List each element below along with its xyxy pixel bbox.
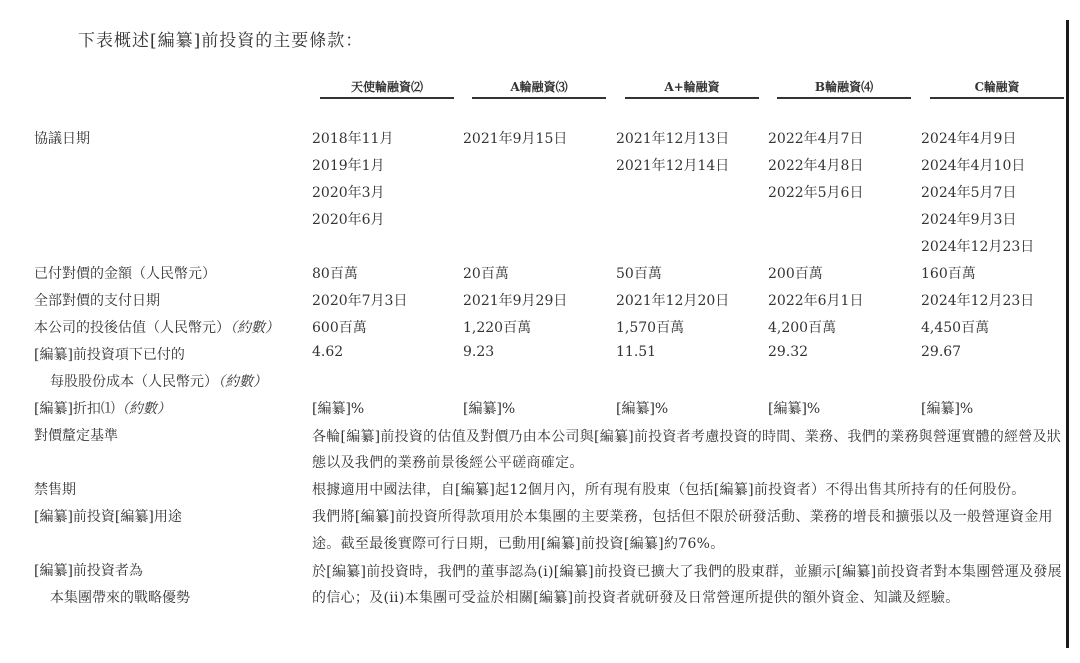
agreement-date-c-5: 2024年12月23日 xyxy=(921,239,1035,255)
column-header-series-a: A輪融資⑶ xyxy=(510,80,568,94)
amount-paid-angel: 80百萬 xyxy=(312,266,358,282)
payment-date-angel: 2020年7月3日 xyxy=(312,293,408,309)
row-label-payment-date: 全部對價的支付日期 xyxy=(34,293,160,309)
discount-a: [編纂]% xyxy=(463,401,516,417)
valuation-b: 4,200百萬 xyxy=(768,320,837,336)
cost-per-share-aplus: 11.51 xyxy=(616,344,657,360)
cost-per-share-angel: 4.62 xyxy=(312,344,344,360)
column-underline xyxy=(625,97,759,99)
valuation-c: 4,450百萬 xyxy=(921,320,990,336)
valuation-a: 1,220百萬 xyxy=(463,320,532,336)
use-of-proceeds-line1: 我們將[編纂]前投資所得款項用於本集團的主要業務，包括但不限於研發活動、業務的增長和擴張以及一般營運資金用 xyxy=(312,509,1053,525)
valuation-angel: 600百萬 xyxy=(312,320,367,336)
row-label-lockup: 禁售期 xyxy=(34,482,76,498)
column-header-angel: 天使輪融資⑵ xyxy=(350,80,423,94)
amount-paid-b: 200百萬 xyxy=(768,266,823,282)
discount-b: [編纂]% xyxy=(768,401,821,417)
agreement-date-c-1: 2024年4月9日 xyxy=(921,131,1017,147)
cost-label-approx: （約數） xyxy=(218,374,267,390)
discount-angel: [編纂]% xyxy=(312,401,365,417)
agreement-date-b-1: 2022年4月7日 xyxy=(768,131,864,147)
row-label-use-of-proceeds: [編纂]前投資[編纂]用途 xyxy=(34,509,182,525)
row-label-agreement-date: 協議日期 xyxy=(34,131,90,147)
row-label-amount-paid: 已付對價的金額（人民幣元） xyxy=(34,266,216,282)
row-label-cost-per-share-line1: [編纂]前投資項下已付的 xyxy=(34,347,185,363)
row-label-valuation xyxy=(34,317,279,337)
cost-label-text: 每股股份成本（人民幣元） xyxy=(50,374,218,390)
lockup-text: 根據適用中國法律，自[編纂]起12個月內，所有現有股東（包括[編纂]前投資者）不得出售其所持有的任何股份。 xyxy=(312,482,1026,498)
row-label-discount xyxy=(34,398,171,418)
intro-text: 下表概述[編纂]前投資的主要條款： xyxy=(78,31,364,51)
amount-paid-c: 160百萬 xyxy=(921,266,976,282)
cost-per-share-b: 29.32 xyxy=(768,344,809,360)
payment-date-aplus: 2021年12月20日 xyxy=(616,293,730,309)
cost-per-share-a: 9.23 xyxy=(463,344,495,360)
agreement-date-angel-1: 2018年11月 xyxy=(312,131,394,147)
agreement-date-b-2: 2022年4月8日 xyxy=(768,158,864,174)
valuation-aplus: 1,570百萬 xyxy=(616,320,685,336)
agreement-date-b-3: 2022年5月6日 xyxy=(768,185,864,201)
column-underline xyxy=(777,97,911,99)
valuation-label-approx: （約數） xyxy=(230,320,279,336)
amount-paid-aplus: 50百萬 xyxy=(616,266,662,282)
strategic-text-line2: 的信心；及(ii)本集團可受益於相關[編纂]前投資者就研發及日常營運所提供的額外資金、知識及經驗。 xyxy=(312,590,960,606)
cost-per-share-c: 29.67 xyxy=(921,344,962,360)
payment-date-a: 2021年9月29日 xyxy=(463,293,568,309)
row-label-strategic-line1: [編纂]前投資者為 xyxy=(34,563,143,579)
discount-c: [編纂]% xyxy=(921,401,974,417)
row-label-basis: 對價釐定基準 xyxy=(34,428,118,444)
payment-date-c: 2024年12月23日 xyxy=(921,293,1035,309)
use-of-proceeds-line2: 途。截至最後實際可行日期，已動用[編纂]前投資[編纂]約76%。 xyxy=(312,536,725,552)
column-header-series-b: B輪融資⑷ xyxy=(814,80,874,94)
strategic-text-line1: 於[編纂]前投資時，我們的董事認為(i)[編纂]前投資已擴大了我們的股東群，並顯示[編纂]前投資者對本集團營運及發展 xyxy=(312,564,1062,580)
agreement-date-aplus-2: 2021年12月14日 xyxy=(616,158,730,174)
agreement-date-c-2: 2024年4月10日 xyxy=(921,158,1026,174)
column-underline xyxy=(930,97,1064,99)
agreement-date-a-1: 2021年9月15日 xyxy=(463,131,568,147)
agreement-date-aplus-1: 2021年12月13日 xyxy=(616,131,730,147)
amount-paid-a: 20百萬 xyxy=(463,266,509,282)
column-header-series-a-plus: A+輪融資 xyxy=(664,80,720,94)
basis-text-line1: 各輪[編纂]前投資的估值及對價乃由本公司與[編纂]前投資者考慮投資的時間、業務、我們的業務與營運實體的經營及狀 xyxy=(312,429,1062,445)
valuation-label-text: 本公司的投後估值（人民幣元） xyxy=(34,320,230,336)
column-underline xyxy=(320,97,454,99)
agreement-date-angel-2: 2019年1月 xyxy=(312,158,385,174)
agreement-date-angel-4: 2020年6月 xyxy=(312,212,385,228)
discount-label-approx: （約數） xyxy=(114,401,171,417)
agreement-date-c-3: 2024年5月7日 xyxy=(921,185,1017,201)
row-label-cost-per-share-line2 xyxy=(50,371,267,391)
column-header-series-c: C輪融資 xyxy=(974,80,1020,94)
agreement-date-c-4: 2024年9月3日 xyxy=(921,212,1017,228)
row-label-strategic-line2: 本集團帶來的戰略優勢 xyxy=(50,590,190,606)
column-underline xyxy=(472,97,606,99)
payment-date-b: 2022年6月1日 xyxy=(768,293,864,309)
discount-label-text: [編纂]折扣⑴ xyxy=(34,401,115,417)
agreement-date-angel-3: 2020年3月 xyxy=(312,185,385,201)
page-edge-divider xyxy=(1066,20,1069,648)
basis-text-line2: 態以及我們的業務前景後經公平磋商確定。 xyxy=(312,455,584,471)
discount-aplus: [編纂]% xyxy=(616,401,669,417)
